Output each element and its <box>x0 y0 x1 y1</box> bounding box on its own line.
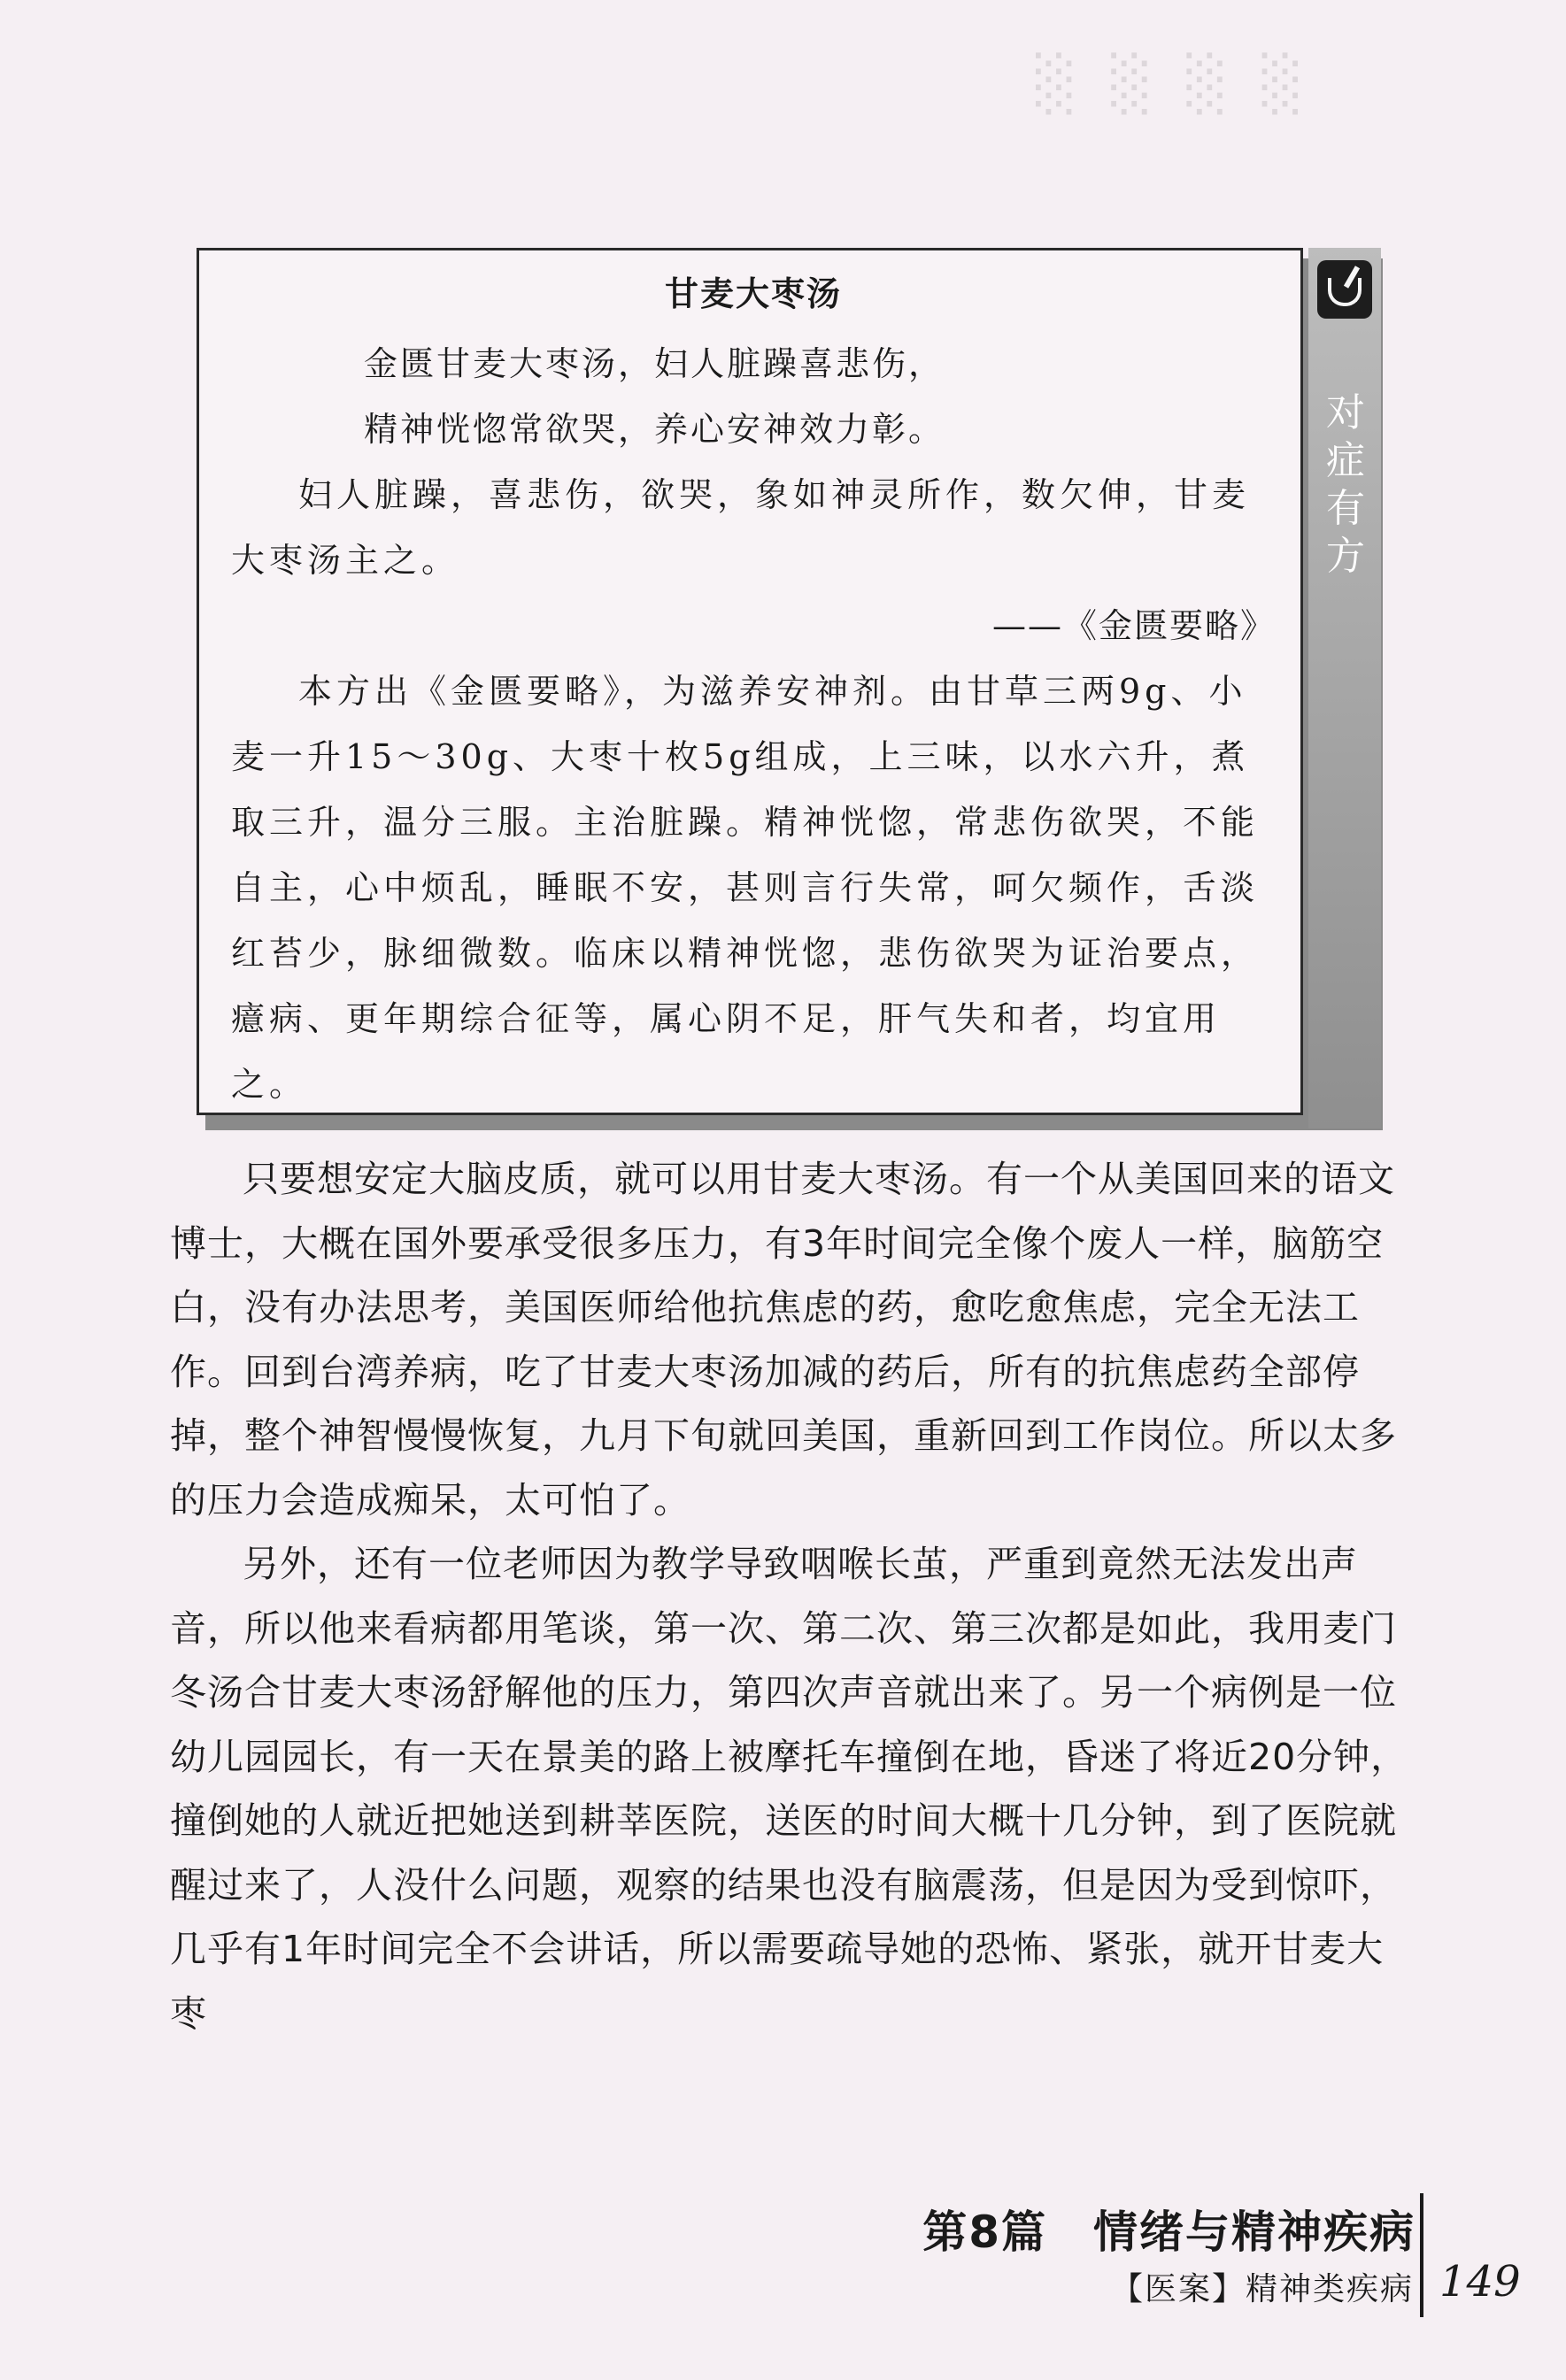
show-through-ghost-text: ░ ░ ░ ░ <box>1036 53 1312 115</box>
side-tab <box>1308 248 1381 1128</box>
body-paragraph-2: 另外，还有一位老师因为教学导致咽喉长茧，严重到竟然无法发出声音，所以他来看病都用笔谈，第一次、第二次、第三次都是如此，我用麦门冬汤合甘麦大枣汤舒解他的压力，第四次声音就出来了。另一个病例是一位幼儿园园长，有一天在景美的路上被摩托车撞倒在地，昏迷了将近20分钟，撞倒她的人就近把她送到耕莘医院，送医的时间大概十几分钟，到了医院就醒过来了，人没什么问题，观察的结果也没有脑震荡，但是因为受到惊吓，几乎有1年时间完全不会讲话，所以需要疏导她的恐怖、紧张，就开甘麦大枣 <box>170 1543 1408 2035</box>
formula-explanation: 本方出《金匮要略》，为滋养安神剂。由甘草三两9g、小麦一升15～30g、大枣十枚5g组成，上三味，以水六升，煮取三升，温分三服。主治脏躁。精神恍惚，常悲伤欲哭，不能自主，心中烦乱，睡眠不安，甚则言行失常，呵欠频作，舌淡红苔少，脉细微数。临床以精神恍惚，悲伤欲哭为证治要点，癔病、更年期综合征等，属心阴不足，肝气失和者，均宜用之。 <box>231 672 1260 1104</box>
formula-box <box>197 248 1303 1115</box>
footer-chapter-title: 第8篇 情绪与精神疾病 <box>922 2207 1416 2258</box>
mortar-pestle-icon <box>1317 260 1372 319</box>
body-paragraph-1: 只要想安定大脑皮质，就可以用甘麦大枣汤。有一个从美国回来的语文博士，大概在国外要承受很多压力，有3年时间完全像个废人一样，脑筋空白，没有办法思考，美国医师给他抗焦虑的药，愈吃愈焦虑，完全无法工作。回到台湾养病，吃了甘麦大枣汤加减的药后，所有的抗焦虑药全部停掉，整个神智慢慢恢复，九月下旬就回美国，重新回到工作岗位。所以太多的压力会造成痴呆，太可怕了。 <box>170 1158 1397 1521</box>
formula-title: 甘麦大枣汤 <box>664 274 842 313</box>
formula-verse-line-1: 金匮甘麦大枣汤，妇人脏躁喜悲伤， <box>364 344 945 383</box>
body-text <box>170 1147 1409 2045</box>
formula-classic-quote: 妇人脏躁，喜悲伤，欲哭，象如神灵所作，数欠伸，甘麦大枣汤主之。 <box>231 475 1251 580</box>
side-tab-label: 对症有方 <box>1326 390 1365 579</box>
formula-verse-line-2: 精神恍惚常欲哭，养心安神效力彰。 <box>364 410 945 449</box>
page-number: 149 <box>1439 2257 1521 2307</box>
footer-divider <box>1420 2193 1423 2317</box>
formula-citation: ——《金匮要略》 <box>991 606 1276 645</box>
footer-section-label: 【医案】精神类疾病 <box>1110 2271 1414 2307</box>
